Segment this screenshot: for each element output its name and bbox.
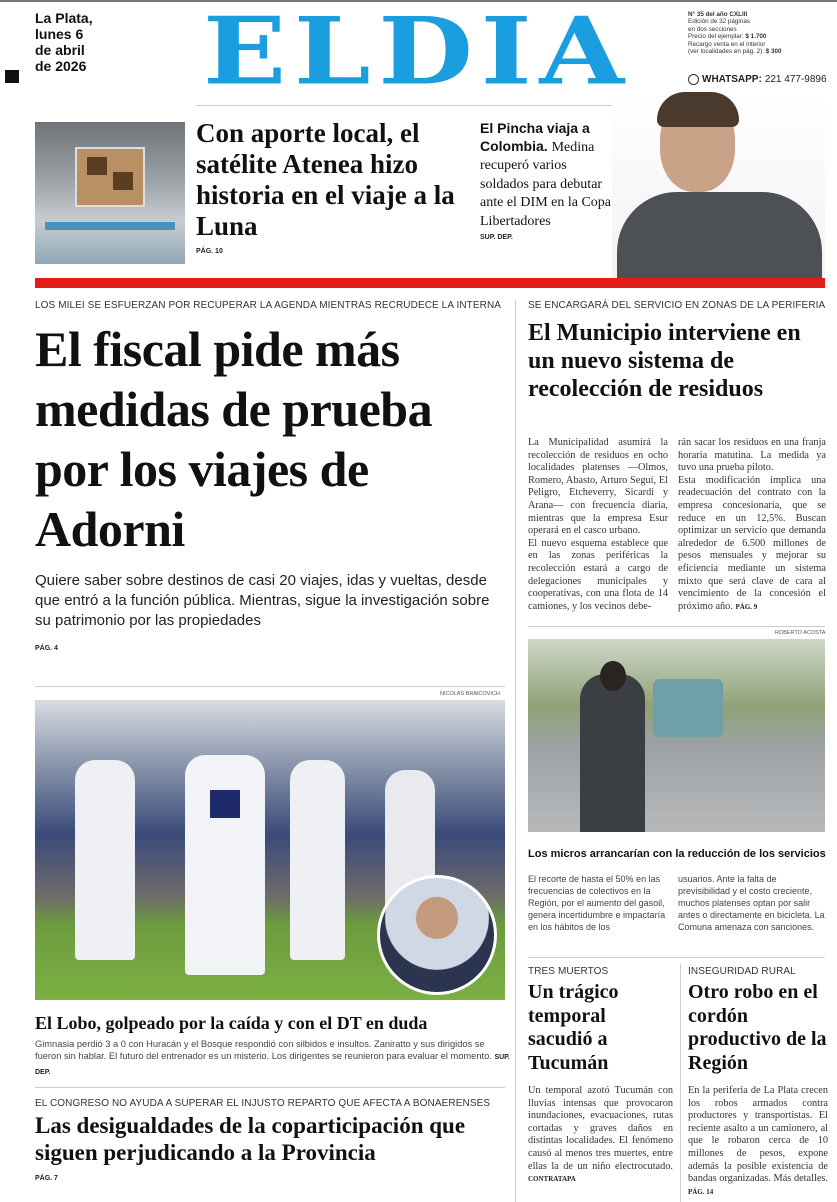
teaser-page: SUP. DEP. <box>480 234 513 241</box>
copa-headline[interactable]: Las desigualdades de la coparticipación que siguen perjudicando a la Provincia <box>35 1113 466 1165</box>
residuos-col2-text: rán sacar los residuos en una franja horaria matutina. La medida ya tuvo una prueba piloto. Esta modificación implica una readecuación del contrato con la empresa concesionaria, que se reduce en un 12,5%. Buscan optimizar un servicio que demanda alrededor de 6.500 millones de pesos mensuales y mejorar su eficiencia mediante un sistema mixto que será clave de cara al vencimiento de la concesión el próximo año. <box>678 437 826 612</box>
teaser-atenea <box>196 118 468 255</box>
tucuman-headline[interactable]: Un trágico temporal sacudió a Tucumán <box>528 981 619 1074</box>
edition-number: N° 35 del año CXLIII <box>688 11 748 18</box>
surcharge-note: (ver localidades en pág. 2): <box>688 48 764 56</box>
dateline <box>35 10 93 74</box>
whatsapp-number: 221 477-9896 <box>764 74 827 85</box>
robo-headline[interactable]: Otro robo en el cordón productivo de la Región <box>688 981 827 1074</box>
logo: ELDIA <box>203 8 632 90</box>
divider <box>528 626 825 627</box>
residuos-page: PÁG. 9 <box>735 602 758 611</box>
black-square-marker <box>5 70 19 83</box>
main-story <box>35 300 507 652</box>
photo-credit: NICOLÁS BRAICOVICH <box>440 691 500 697</box>
main-deck: Quiere saber sobre destinos de casi 20 viajes, idas y vueltas, desde que entró a la función pública. Mientras, sigue la investigación sobre su patrimonio por las propiedades <box>35 572 490 629</box>
copa-kicker: EL CONGRESO NO AYUDA A SUPERAR EL INJUSTO REPARTO QUE AFECTA A BONAERENSES <box>35 1098 491 1109</box>
main-page: PÁG. 4 <box>35 645 58 652</box>
dateline-month: de abril <box>35 42 85 58</box>
residuos-head <box>528 300 828 403</box>
red-bar <box>35 278 825 288</box>
sports-page: SUP. DEP. <box>35 1054 510 1076</box>
robo-body <box>688 1085 828 1198</box>
divider <box>35 1087 505 1088</box>
robo-page: PÁG. 14 <box>688 1187 714 1196</box>
gimnasia-photo <box>35 700 505 1000</box>
divider <box>35 686 505 687</box>
copa-story <box>35 1098 513 1182</box>
robo-body-text: En la periferia de La Plata crecen los robos armados contra productores y transportistas. El reciente asalto a un camionero, al que le robaron cerca de 10 millones de pesos, expone además la posible existencia de bandas organizadas. Más detalles. <box>688 1085 828 1185</box>
edition-pages: Edición de 32 páginas <box>688 18 750 26</box>
teaser-page: PÁG. 10 <box>196 248 223 255</box>
price: $ 1.700 <box>745 33 767 41</box>
teaser-lead: El Pincha viaja a Colombia. <box>480 120 590 154</box>
teaser-headline-atenea[interactable]: Con aporte local, el satélite Atenea hizo historia en el viaje a la Luna <box>196 118 455 241</box>
edition-sections: en dos secciones <box>688 25 737 33</box>
sports-body-text: Gimnasia perdió 3 a 0 con Huracán y el Bosque respondió con silbidos e insultos. Zaniratto y sus dirigidos se fueron sin hablar. El futuro del entrenador es un misterio. Los dirigentes se reunieron para evaluar el momento. <box>35 1039 492 1062</box>
bus-photo <box>528 639 825 832</box>
dateline-city: La Plata, <box>35 10 93 26</box>
sports-headline[interactable]: El Lobo, golpeado por la caída y con el DT en duda <box>35 1013 428 1033</box>
micros-headline[interactable]: Los micros arrancarían con la reducción de los servicios <box>528 848 826 860</box>
coach-inset <box>377 875 497 995</box>
teaser-pincha[interactable] <box>480 120 615 230</box>
residuos-col2 <box>678 437 826 613</box>
tucuman-story <box>528 966 673 1186</box>
tucuman-body-text: Un temporal azotó Tucumán con lluvias intensas que provocaron inundaciones, evacuaciones, rutas cortadas y graves daños en distintas localidades. El fenómeno causó al menos tres muertes, entre ellas la de un niño electrocutado. <box>528 1085 673 1172</box>
whatsapp <box>688 74 827 85</box>
teaser-text: Medina recuperó varios soldados para debutar ante el DIM en la Copa Libertadores <box>480 139 612 229</box>
main-headline[interactable]: El fiscal pide más medidas de prueba por los viajes de Adorni <box>35 321 433 557</box>
divider <box>528 957 825 958</box>
copa-page: PÁG. 7 <box>35 1175 58 1182</box>
residuos-col1: La Municipalidad asumirá la recolección de residuos en ocho localidades platenses —Olmos, Romero, Abasto, Arturo Seguí, El Peligro, Etcheverry, Sicardi y Arana— con frecuencia diaria, mientras que la empresa Esur operará en el casco urbano. El nuevo esquema establece que en las zonas periféricas la recolección estará a cargo de delegaciones municipales y cooperativas, con una flota de 14 camiones, y los vecinos debe- <box>528 437 668 612</box>
whatsapp-label: WHATSAPP: <box>702 74 762 85</box>
dateline-day: lunes 6 <box>35 26 84 42</box>
whatsapp-icon <box>688 74 699 85</box>
sports-story <box>35 1012 510 1079</box>
residuos-headline[interactable]: El Municipio interviene en un nuevo sistema de recolección de residuos <box>528 320 801 402</box>
teaser-pincha-block <box>480 120 615 241</box>
photo-credit: ROBERTO ACOSTA <box>775 630 826 636</box>
tucuman-page: CONTRATAPA <box>528 1175 576 1184</box>
sports-body <box>35 1038 510 1079</box>
tucuman-kicker: TRES MUERTOS <box>528 966 609 977</box>
price-label: Precio del ejemplar: <box>688 33 744 41</box>
column-divider <box>680 964 681 1202</box>
robo-kicker: INSEGURIDAD RURAL <box>688 966 796 977</box>
micros-col1: El recorte de hasta el 50% en las frecuencias de colectivos en la Región, por el aumento del gasoil, genera incertidumbre e impactaría en los hábitos de los <box>528 874 666 932</box>
residuos-kicker: SE ENCARGARÁ DEL SERVICIO EN ZONAS DE LA PERIFERIA <box>528 300 826 311</box>
robo-story <box>688 966 828 1198</box>
micros-col2: usuarios. Ante la falta de previsibilidad y el costo creciente, muchos platenses optan por salir antes o directamente en bicicleta. La Comuna amenaza con sanciones. <box>678 874 825 932</box>
tucuman-body <box>528 1085 673 1186</box>
surcharge: Recargo venta en el interior <box>688 40 766 48</box>
column-divider <box>515 300 516 1202</box>
surcharge-price: $ 300 <box>765 48 782 56</box>
main-kicker: LOS MILEI SE ESFUERZAN POR RECUPERAR LA AGENDA MIENTRAS RECRUDECE LA INTERNA <box>35 300 502 311</box>
satellite-photo <box>35 122 185 264</box>
edition-info <box>688 11 781 55</box>
dateline-year: de 2026 <box>35 58 87 74</box>
coach-photo <box>612 92 825 278</box>
